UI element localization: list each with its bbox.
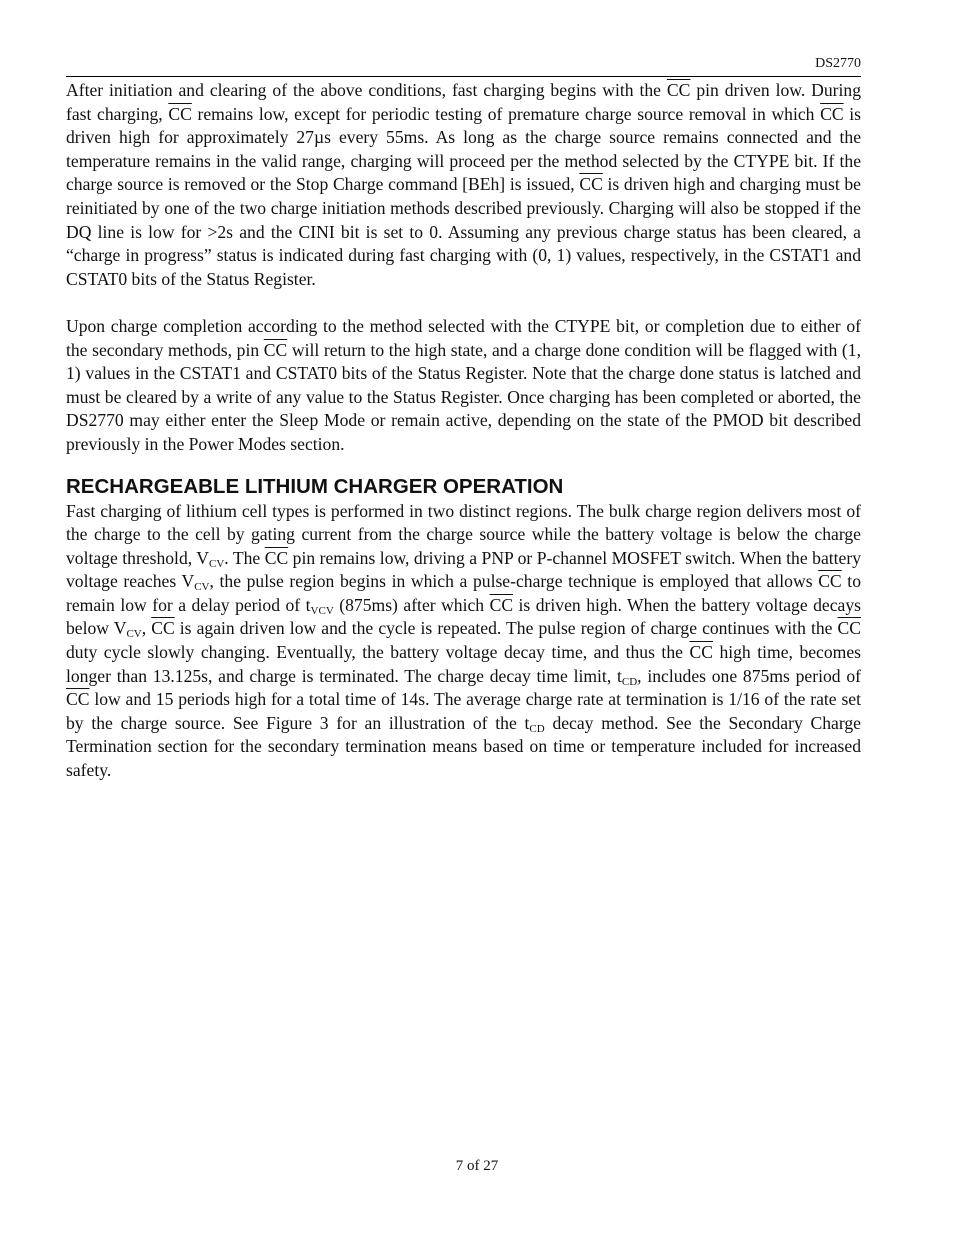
- cc-pin-symbol: $\overline{CC}$: [264, 547, 289, 568]
- cc-pin-symbol: $\overline{CC}$: [151, 618, 175, 639]
- text-span: remains low, except for periodic testing of premature charge source removal in which: [191, 103, 821, 124]
- text-span: low and 15 periods high for a total time of 14s. The average charge rate at termination is 1/16 of the rate set by the charge source. See Figure 3 for an illustration of the t: [66, 689, 861, 733]
- cc-pin-symbol: $\overline{CC}$: [820, 103, 844, 124]
- page-body: [66, 79, 861, 783]
- text-span: , includes one 875ms period of: [637, 665, 861, 686]
- text-span: (875ms) after which: [333, 594, 490, 615]
- subscript: CV: [194, 581, 210, 594]
- text-span: to remain low for a delay period of t: [66, 571, 861, 615]
- text-span: decay method. See the Secondary Charge Termination section for the secondary termination means based on time or temperature included for increased safety.: [66, 712, 861, 781]
- document-id: DS2770: [815, 56, 861, 71]
- text-span: ,: [141, 618, 152, 639]
- subscript: CV: [126, 628, 142, 641]
- text-span: is again driven low and the cycle is repeated. The pulse region of charge continues with the: [174, 618, 838, 639]
- cc-pin-symbol: $\overline{CC}$: [66, 689, 90, 710]
- cc-pin-symbol: $\overline{CC}$: [666, 80, 691, 100]
- subscript: CV: [209, 557, 225, 570]
- cc-pin-symbol: $\overline{CC}$: [837, 618, 861, 639]
- text-span: After initiation and clearing of the above conditions, fast charging begins with the: [66, 80, 667, 100]
- subscript: CD: [529, 722, 545, 735]
- text-span: is driven high and charging must be reinitiated by one of the two charge initiation methods described previously. Charging will also be stopped if the DQ line is low for >2s and the CINI bit is set to 0. Assuming any previous charge status has been cleared, a “charge in progress” status is indicated during fast charging with (0, 1) values, respectively, in the CSTAT1 and CSTAT0 bits of the Status Register.: [66, 174, 861, 289]
- cc-pin-symbol: $\overline{CC}$: [818, 571, 842, 592]
- text-span: . The: [224, 547, 265, 568]
- cc-pin-symbol: $\overline{CC}$: [489, 594, 514, 615]
- text-span: pin remains low, driving a PNP or P-channel MOSFET switch. When the battery voltage reaches V: [66, 547, 861, 592]
- cc-pin-symbol: $\overline{CC}$: [168, 103, 192, 124]
- text-span: , the pulse region begins in which a pulse-charge technique is employed that allows: [209, 571, 819, 592]
- text-span: will return to the high state, and a charge done condition will be flagged with (1, 1) values in the CSTAT1 and CSTAT0 bits of the Status Register. Note that the charge done status is latched and must be cleared by a write of any value to the Status Register. Once charging has been completed or aborted, the DS2770 may either enter the Sleep Mode or remain active, depending on the state of the PMOD bit described previously in the Power Modes section.: [66, 339, 861, 454]
- text-span: high time, becomes longer than 13.125s, and charge is terminated. The charge decay time limit, t: [66, 642, 861, 686]
- text-span: pin driven low. During fast charging,: [66, 80, 861, 124]
- cc-pin-symbol: $\overline{CC}$: [263, 339, 288, 360]
- cc-pin-symbol: $\overline{CC}$: [579, 174, 603, 195]
- text-span: is driven high for approximately 27µs every 55ms. As long as the charge source remains connected and the temperature remains in the valid range, charging will proceed per the method selected by the CTYPE bit. If the charge source is removed or the Stop Charge command [BEh] is issued,: [66, 103, 862, 195]
- paragraph-charge-completion: [66, 315, 861, 457]
- subscript: VCV: [310, 604, 334, 617]
- text-span: duty cycle slowly changing. Eventually, the battery voltage decay time, and thus the: [66, 642, 690, 663]
- header-rule: [66, 76, 861, 77]
- subscript: CD: [621, 675, 638, 688]
- text-span: is driven high. When the battery voltage decays below V: [66, 594, 861, 639]
- text-span: Upon charge completion according to the method selected with the CTYPE bit, or completion due to either of the secondary methods, pin: [66, 315, 861, 360]
- paragraph-fast-charging: [66, 79, 861, 291]
- cc-pin-symbol: $\overline{CC}$: [689, 642, 713, 663]
- page-number: 7 of 27: [455, 1158, 499, 1174]
- section-heading: RECHARGEABLE LITHIUM CHARGER OPERATION: [66, 474, 564, 498]
- text-span: Fast charging of lithium cell types is performed in two distinct regions. The bulk charge region delivers most of the charge to the cell by gating current from the charge source while the battery voltage is below the charge voltage threshold, V: [66, 500, 861, 568]
- paragraph-lithium-charging: [66, 500, 861, 783]
